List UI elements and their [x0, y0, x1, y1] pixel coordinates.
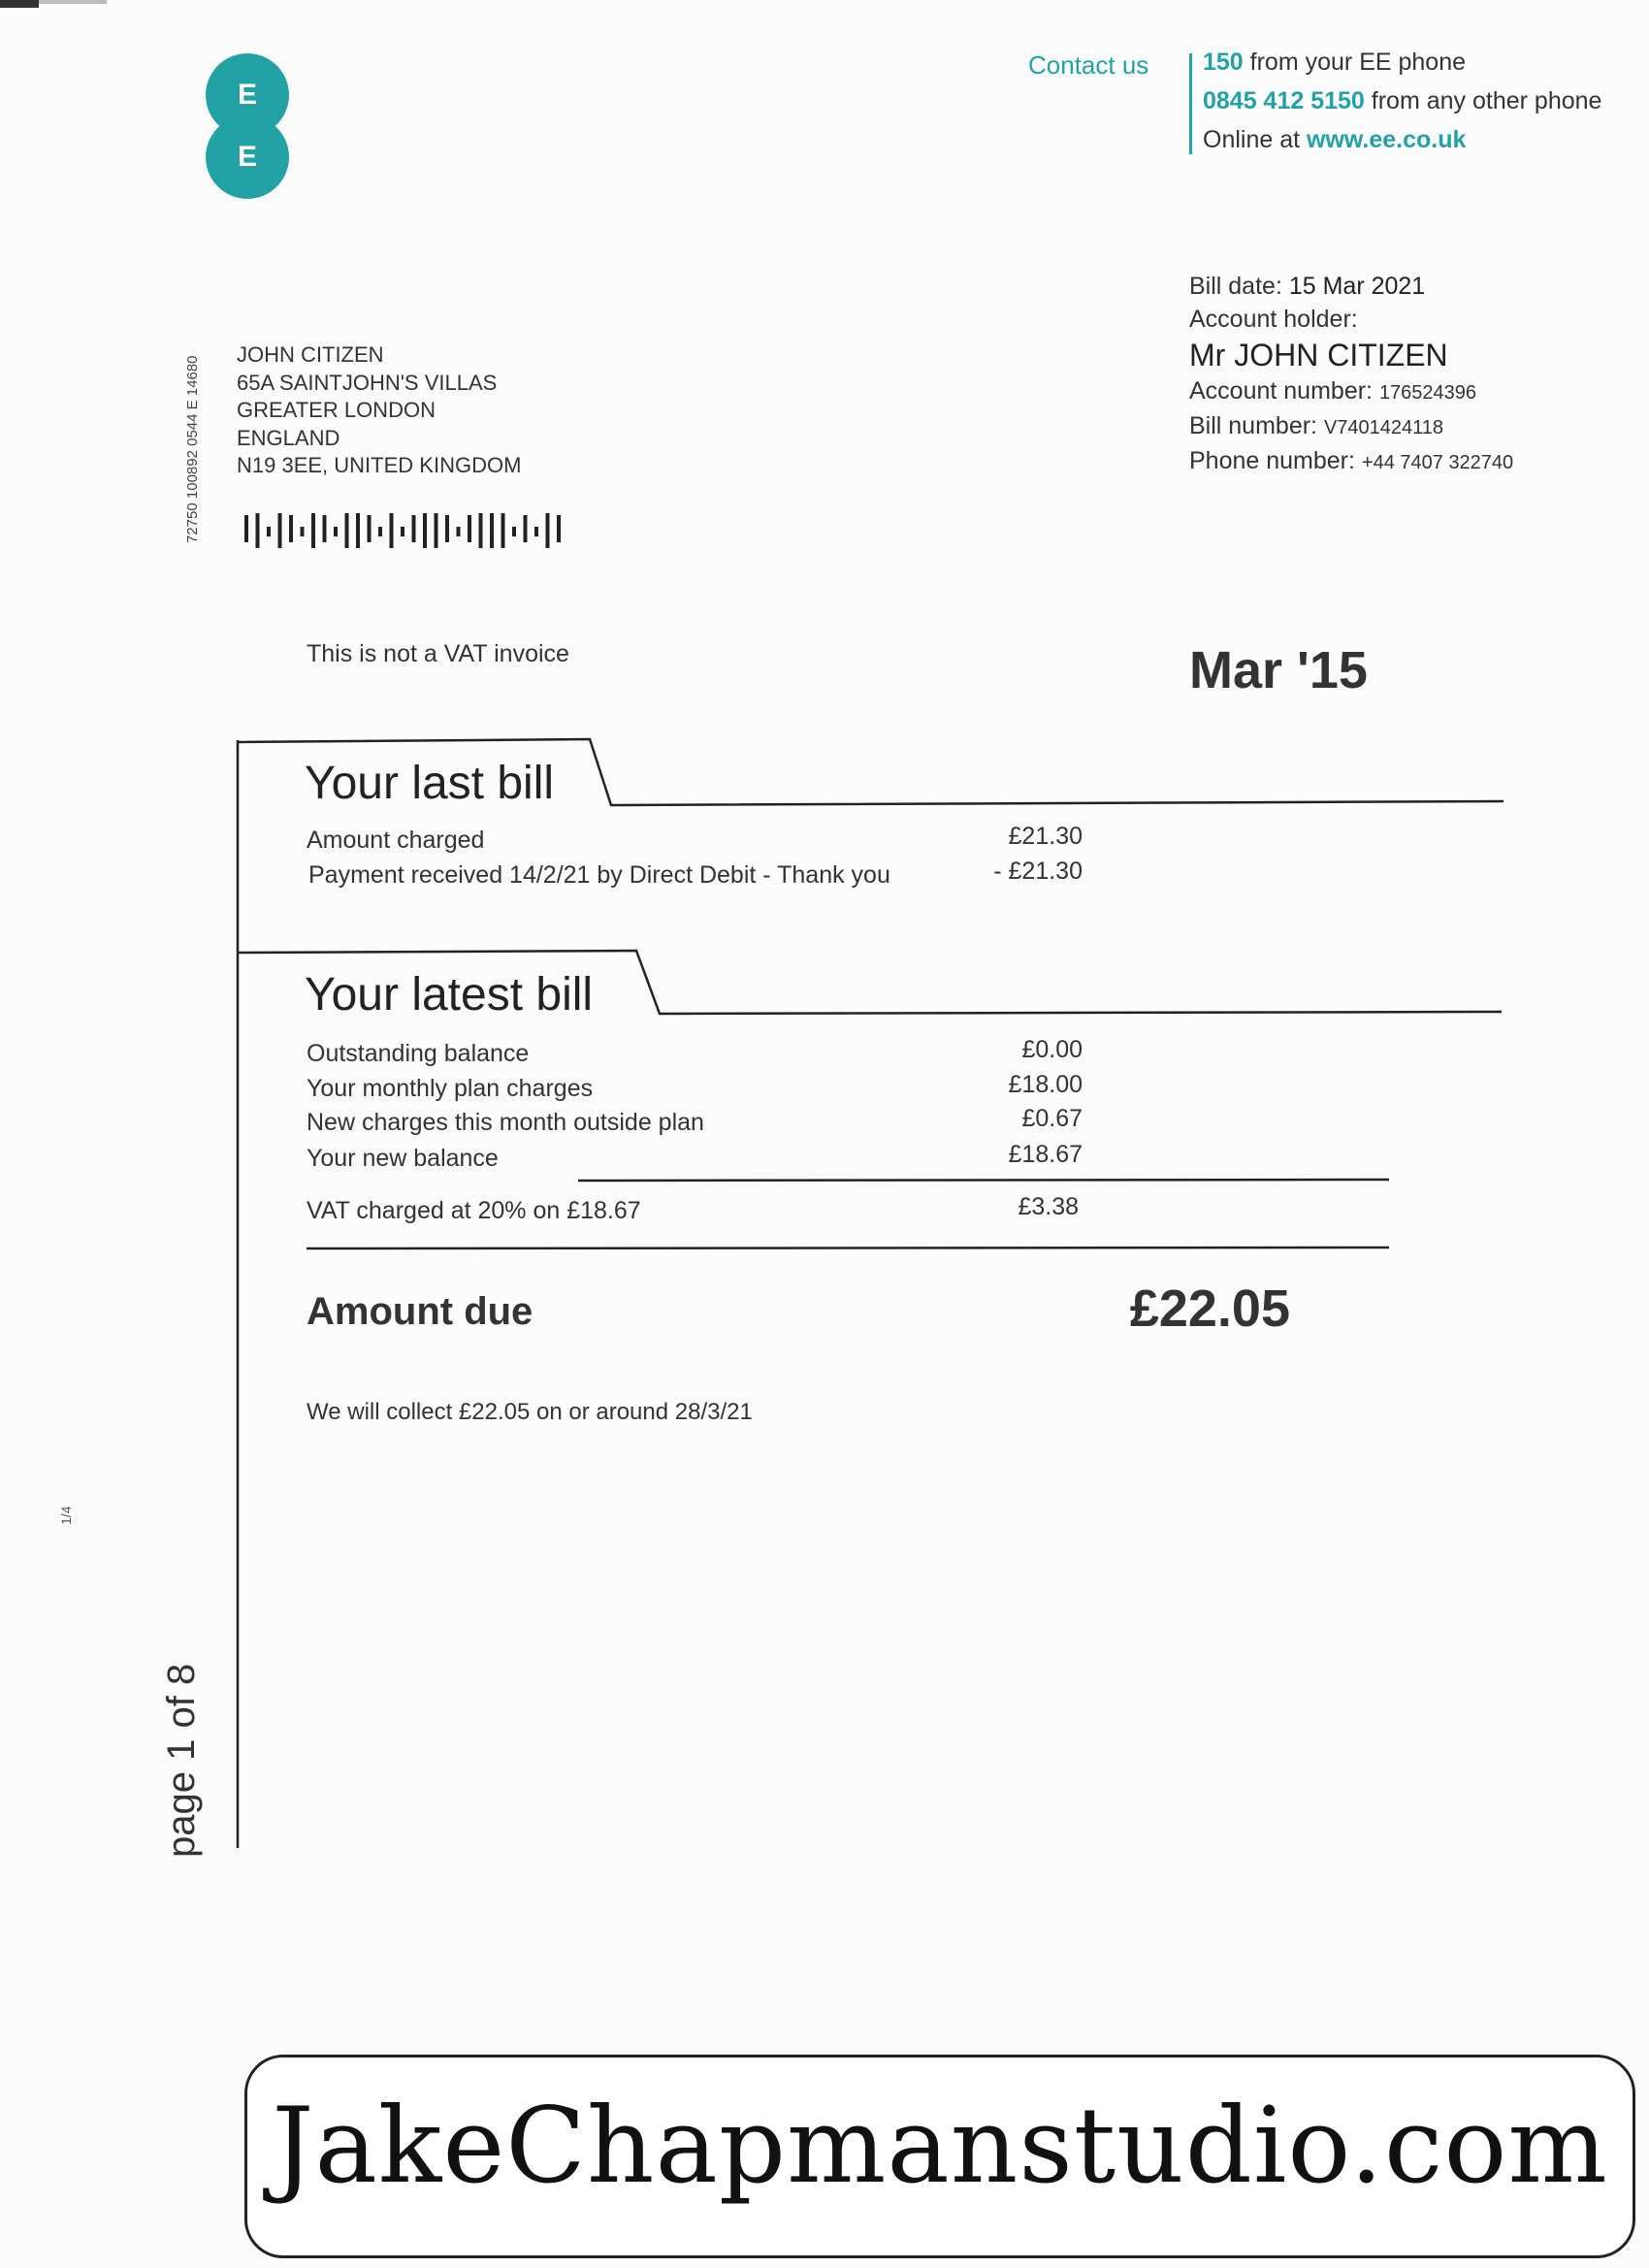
account-holder-name: Mr JOHN CITIZEN	[1189, 338, 1448, 373]
new-balance-label: Your new balance	[307, 1145, 499, 1172]
outstanding-balance-value: £0.00	[1021, 1036, 1083, 1063]
website-link[interactable]: www.ee.co.uk	[1307, 126, 1467, 153]
ee-phone-text: from your EE phone	[1243, 49, 1467, 76]
logo-circle-bottom: E	[206, 115, 289, 199]
watermark-text: JakeChapmanstudio.com	[272, 2086, 1608, 2207]
address-line: N19 3EE, UNITED KINGDOM	[237, 453, 522, 477]
payment-received-value: - £21.30	[993, 858, 1083, 885]
address-line: GREATER LONDON	[237, 398, 436, 422]
vat-charged-label: VAT charged at 20% on £18.67	[307, 1197, 641, 1224]
other-phone-number: 0845 412 5150	[1203, 87, 1365, 114]
ee-phone-number: 150	[1203, 49, 1244, 76]
payment-received-label: Payment received 14/2/21 by Direct Debit -	[308, 861, 778, 889]
amount-due-value: £22.05	[1129, 1280, 1290, 1338]
account-number-value: 176524396	[1378, 382, 1477, 404]
bill-date-value: 15 Mar 2021	[1288, 273, 1426, 300]
bill-number-label: Bill number:	[1189, 412, 1324, 439]
vat-charged-value: £3.38	[1018, 1193, 1079, 1220]
payment-thanks: Thank you	[777, 861, 890, 889]
monthly-plan-value: £18.00	[1008, 1071, 1083, 1098]
page-indicator: page 1 of 8	[160, 1663, 203, 1858]
logo-circle-top: E	[206, 53, 289, 137]
bill-period: Mar '15	[1189, 641, 1368, 699]
amount-charged-value: £21.30	[1008, 823, 1083, 850]
other-phone-text: from any other phone	[1364, 87, 1602, 114]
account-number-label: Account number:	[1189, 377, 1379, 405]
address-line: ENGLAND	[237, 425, 340, 450]
sheet-mark: 1/4	[58, 1506, 74, 1525]
bill-number-value: V7401424118	[1323, 417, 1444, 438]
vat-note: This is not a VAT invoice	[307, 640, 569, 667]
bill-date-label: Bill date:	[1189, 273, 1289, 300]
account-holder-label: Account holder:	[1189, 306, 1358, 333]
amount-charged-label: Amount charged	[307, 826, 485, 854]
outside-plan-label: New charges this month outside plan	[307, 1109, 704, 1136]
monthly-plan-label: Your monthly plan charges	[307, 1075, 594, 1102]
phone-number-label: Phone number:	[1189, 447, 1362, 474]
last-bill-title: Your last bill	[305, 758, 555, 809]
address-line: 65A SAINTJOHN'S VILLAS	[237, 370, 498, 395]
online-text: Online at	[1203, 126, 1308, 153]
outside-plan-value: £0.67	[1021, 1105, 1083, 1132]
contact-us-label: Contact us	[1028, 50, 1149, 80]
amount-due-label: Amount due	[307, 1290, 534, 1333]
address-line: JOHN CITIZEN	[237, 342, 384, 367]
outstanding-balance-label: Outstanding balance	[307, 1040, 530, 1067]
payment-received-row	[308, 861, 890, 890]
side-reference-code: 72750 100892 0544 E 14680	[184, 355, 201, 543]
collection-note: We will collect £22.05 on or around 28/3/21	[307, 1399, 753, 1425]
latest-bill-title: Your latest bill	[305, 969, 594, 1021]
phone-number-value: +44 7407 322740	[1361, 452, 1514, 473]
new-balance-value: £18.67	[1008, 1141, 1083, 1168]
